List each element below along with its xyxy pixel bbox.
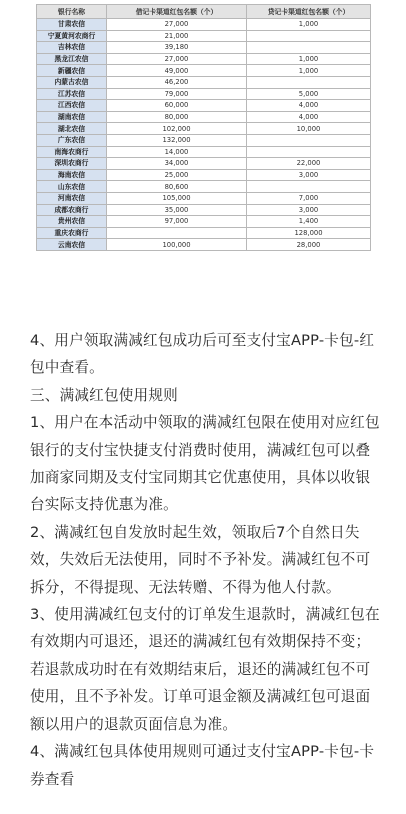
bank-name-cell: 吉林农信 bbox=[37, 42, 107, 54]
table-row bbox=[37, 53, 371, 65]
table-row bbox=[37, 169, 371, 181]
bank-name-cell: 黑龙江农信 bbox=[37, 53, 107, 65]
section-heading-usage-rules: 三、满减红包使用规则 bbox=[30, 386, 178, 404]
bank-name-cell: 南海农商行 bbox=[37, 146, 107, 158]
debit-quota-cell: 102,000 bbox=[107, 123, 247, 135]
credit-quota-cell: 4,000 bbox=[247, 100, 371, 112]
debit-quota-cell: 14,000 bbox=[107, 146, 247, 158]
bank-name-cell: 内蒙古农信 bbox=[37, 76, 107, 88]
table-row bbox=[37, 76, 371, 88]
debit-quota-cell: 100,000 bbox=[107, 239, 247, 251]
credit-quota-cell bbox=[247, 30, 371, 42]
credit-quota-cell: 10,000 bbox=[247, 123, 371, 135]
credit-quota-cell: 1,000 bbox=[247, 19, 371, 31]
credit-quota-cell: 28,000 bbox=[247, 239, 371, 251]
table-row bbox=[37, 134, 371, 146]
bank-name-cell: 湖北农信 bbox=[37, 123, 107, 135]
table-row bbox=[37, 42, 371, 54]
debit-quota-cell: 21,000 bbox=[107, 30, 247, 42]
bank-name-cell: 甘肃农信 bbox=[37, 19, 107, 31]
credit-quota-cell: 1,400 bbox=[247, 216, 371, 228]
paragraph-rule-4: 4、满减红包具体使用规则可通过支付宝APP-卡包-卡券查看 bbox=[30, 743, 375, 788]
table-row bbox=[37, 204, 371, 216]
credit-quota-cell: 3,000 bbox=[247, 204, 371, 216]
bank-name-cell: 广东农信 bbox=[37, 134, 107, 146]
bank-name-cell: 江西农信 bbox=[37, 100, 107, 112]
table-row bbox=[37, 158, 371, 170]
credit-quota-cell bbox=[247, 76, 371, 88]
paragraph-rule-3: 3、使用满减红包支付的订单发生退款时，满减红包在有效期内可退还，退还的满减红包有效期保持不变；若退款成功时在有效期结束后，退还的满减红包不可使用，且不予补发。订单可退金额及满减红包可退面额以用户的退款页面信息为准。 bbox=[30, 606, 380, 733]
table-row bbox=[37, 88, 371, 100]
bank-name-cell: 山东农信 bbox=[37, 181, 107, 193]
credit-quota-cell: 128,000 bbox=[247, 227, 371, 239]
credit-quota-cell bbox=[247, 146, 371, 158]
header-credit-quota: 贷记卡渠道红包名额（个） bbox=[247, 5, 371, 19]
debit-quota-cell: 105,000 bbox=[107, 192, 247, 204]
header-debit-quota: 借记卡渠道红包名额（个） bbox=[107, 5, 247, 19]
table-row bbox=[37, 192, 371, 204]
debit-quota-cell: 60,000 bbox=[107, 100, 247, 112]
table-header-row bbox=[37, 5, 371, 19]
table-row bbox=[37, 146, 371, 158]
table-row bbox=[37, 30, 371, 42]
bank-name-cell: 江苏农信 bbox=[37, 88, 107, 100]
bank-name-cell: 成都农商行 bbox=[37, 204, 107, 216]
table-row bbox=[37, 227, 371, 239]
bank-name-cell: 重庆农商行 bbox=[37, 227, 107, 239]
table-row bbox=[37, 239, 371, 251]
table-row bbox=[37, 100, 371, 112]
debit-quota-cell: 46,200 bbox=[107, 76, 247, 88]
debit-quota-cell bbox=[107, 227, 247, 239]
bank-name-cell: 河南农信 bbox=[37, 192, 107, 204]
table-row bbox=[37, 19, 371, 31]
bank-name-cell: 新疆农信 bbox=[37, 65, 107, 77]
debit-quota-cell: 49,000 bbox=[107, 65, 247, 77]
credit-quota-cell: 1,000 bbox=[247, 65, 371, 77]
debit-quota-cell: 132,000 bbox=[107, 134, 247, 146]
header-bank-name: 银行名称 bbox=[37, 5, 107, 19]
bank-name-cell: 深圳农商行 bbox=[37, 158, 107, 170]
debit-quota-cell: 27,000 bbox=[107, 19, 247, 31]
credit-quota-cell: 4,000 bbox=[247, 111, 371, 123]
table-body bbox=[37, 19, 371, 251]
paragraph-rule-1: 1、用户在本活动中领取的满减红包限在使用对应红包银行的支付宝快捷支付消费时使用，满减红包可以叠加商家同期及支付宝同期其它优惠使用，具体以收银台实际支持优惠为准。 bbox=[30, 414, 380, 514]
debit-quota-cell: 80,600 bbox=[107, 181, 247, 193]
debit-quota-cell: 39,180 bbox=[107, 42, 247, 54]
credit-quota-cell: 5,000 bbox=[247, 88, 371, 100]
table-row bbox=[37, 216, 371, 228]
table-row bbox=[37, 123, 371, 135]
debit-quota-cell: 97,000 bbox=[107, 216, 247, 228]
table-row bbox=[37, 65, 371, 77]
rules-text bbox=[30, 327, 380, 793]
credit-quota-cell bbox=[247, 134, 371, 146]
credit-quota-cell: 7,000 bbox=[247, 192, 371, 204]
paragraph-view-redpacket: 4、用户领取满减红包成功后可至支付宝APP-卡包-红包中查看。 bbox=[30, 332, 375, 377]
bank-name-cell: 贵州农信 bbox=[37, 216, 107, 228]
credit-quota-cell: 3,000 bbox=[247, 169, 371, 181]
paragraph-rule-2: 2、满减红包自发放时起生效，领取后7个自然日失效，失效后无法使用，同时不予补发。满减红包不可拆分，不得提现、无法转赠、不得为他人付款。 bbox=[30, 523, 371, 596]
debit-quota-cell: 27,000 bbox=[107, 53, 247, 65]
debit-quota-cell: 25,000 bbox=[107, 169, 247, 181]
credit-quota-cell bbox=[247, 181, 371, 193]
bank-name-cell: 云南农信 bbox=[37, 239, 107, 251]
table-row bbox=[37, 181, 371, 193]
bank-name-cell: 宁夏黄河农商行 bbox=[37, 30, 107, 42]
debit-quota-cell: 34,000 bbox=[107, 158, 247, 170]
credit-quota-cell: 22,000 bbox=[247, 158, 371, 170]
bank-name-cell: 湖南农信 bbox=[37, 111, 107, 123]
bank-quota-table bbox=[36, 4, 371, 251]
credit-quota-cell bbox=[247, 42, 371, 54]
credit-quota-cell: 1,000 bbox=[247, 53, 371, 65]
debit-quota-cell: 35,000 bbox=[107, 204, 247, 216]
bank-name-cell: 海南农信 bbox=[37, 169, 107, 181]
debit-quota-cell: 79,000 bbox=[107, 88, 247, 100]
debit-quota-cell: 80,000 bbox=[107, 111, 247, 123]
table-row bbox=[37, 111, 371, 123]
